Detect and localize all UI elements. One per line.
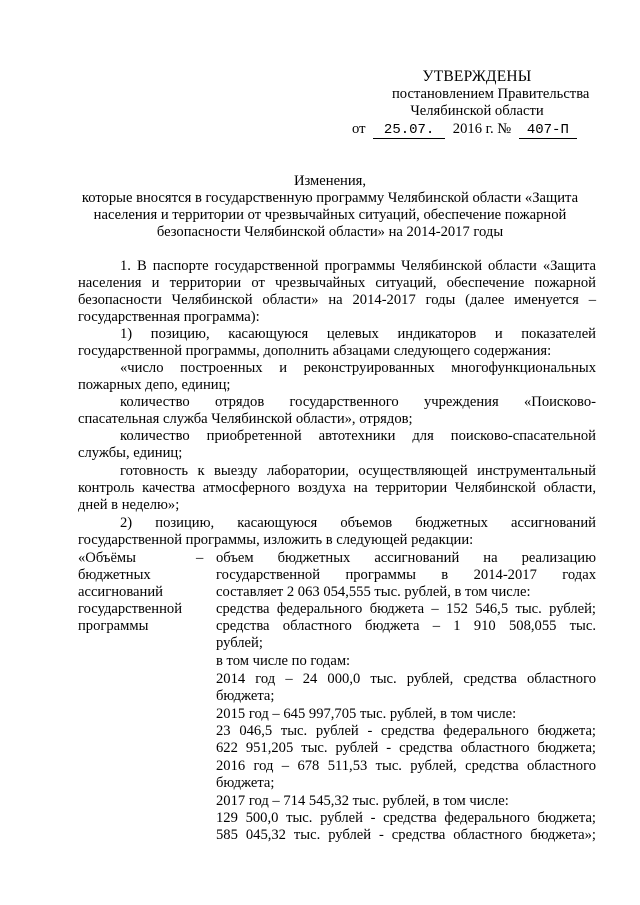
body-line: государственной программы, изложить в следующей редакции: (78, 532, 474, 548)
document-title-line-1: Изменения, (293, 173, 367, 189)
body-line: службы, единиц; (78, 445, 183, 461)
table-right-line: рублей; (216, 635, 263, 651)
table-left-cell: ассигнований (78, 584, 163, 600)
table-right-line: бюджета; (216, 775, 275, 791)
table-left-cell: программы (78, 618, 149, 634)
date-day: 25.07. (373, 123, 445, 139)
document-title-line-2: которые вносятся в государственную программу Челябинской области «Защита (81, 190, 579, 206)
decree-number: 407-П (519, 123, 577, 139)
year-text: 2016 г. № (452, 121, 512, 137)
table-right-line: 23 046,5 тыс. рублей - средства федерального бюджета; (216, 723, 596, 739)
body-line: «число построенных и реконструированных многофункциональных (120, 360, 596, 376)
body-line: государственная программа): (78, 309, 260, 325)
table-left-cell: государственной (78, 601, 183, 617)
body-line: государственной программы, дополнить абзацами следующего содержания: (78, 343, 552, 359)
document-title-line-3: населения и территории от чрезвычайных ситуаций, обеспечение пожарной (93, 207, 567, 223)
table-right-line: составляет 2 063 054,555 тыс. рублей, в том числе: (216, 584, 531, 600)
body-line: количество приобретенной автотехники для поисково-спасательной (120, 428, 596, 444)
table-right-line: в том числе по годам: (216, 653, 351, 669)
table-right-line: 2014 год – 24 000,0 тыс. рублей, средства областного (216, 671, 596, 687)
body-line: спасательная служба Челябинской области», отрядов; (78, 411, 413, 427)
table-right-line: средства федерального бюджета – 152 546,5 тыс. рублей; (216, 601, 596, 617)
table-right-line: 2015 год – 645 997,705 тыс. рублей, в том числе: (216, 706, 517, 722)
body-line: населения и территории от чрезвычайных ситуаций, обеспечение пожарной (78, 275, 596, 291)
table-right-line: объем бюджетных ассигнований на реализацию (216, 550, 596, 566)
table-right-line: 585 045,32 тыс. рублей - средства областного бюджета»; (216, 827, 596, 843)
approval-region: Челябинской области (410, 103, 544, 119)
table-right-line: средства областного бюджета – 1 910 508,055 тыс. (216, 618, 596, 634)
body-line: количество отрядов государственного учреждения «Поисково- (120, 394, 596, 410)
document-title-line-4: безопасности Челябинской области» на 2014-2017 годы (156, 224, 504, 240)
approval-authority: постановлением Правительства (392, 86, 590, 102)
approval-title: УТВЕРЖДЕНЫ (422, 68, 532, 85)
body-line: готовность к выезду лаборатории, осуществляющей инструментальный (120, 463, 596, 479)
date-prefix: от (352, 121, 366, 137)
table-left-cell: бюджетных (78, 567, 151, 583)
body-line: безопасности Челябинской области» на 2014-2017 годы (далее именуется – (78, 292, 596, 308)
table-right-line: 622 951,205 тыс. рублей - средства областного бюджета; (216, 740, 596, 756)
table-right-line: 2017 год – 714 545,32 тыс. рублей, в том числе: (216, 793, 509, 809)
table-right-line: 2016 год – 678 511,53 тыс. рублей, средства областного (216, 758, 596, 774)
table-left-cell: «Объёмы (78, 550, 136, 566)
body-line: 1. В паспорте государственной программы Челябинской области «Защита (120, 258, 596, 274)
body-line: 1) позицию, касающуюся целевых индикаторов и показателей (120, 326, 596, 342)
table-right-line: бюджета; (216, 688, 275, 704)
body-line: дней в неделю»; (78, 497, 180, 513)
body-line: пожарных депо, единиц; (78, 377, 231, 393)
body-line: 2) позицию, касающуюся объемов бюджетных ассигнований (120, 515, 596, 531)
body-line: контроль качества атмосферного воздуха на территории Челябинской области, (78, 480, 596, 496)
approval-date-line (352, 121, 592, 139)
table-dash: – (196, 550, 204, 566)
table-right-line: государственной программы в 2014-2017 годах (216, 567, 596, 583)
table-right-line: 129 500,0 тыс. рублей - средства федерального бюджета; (216, 810, 596, 826)
